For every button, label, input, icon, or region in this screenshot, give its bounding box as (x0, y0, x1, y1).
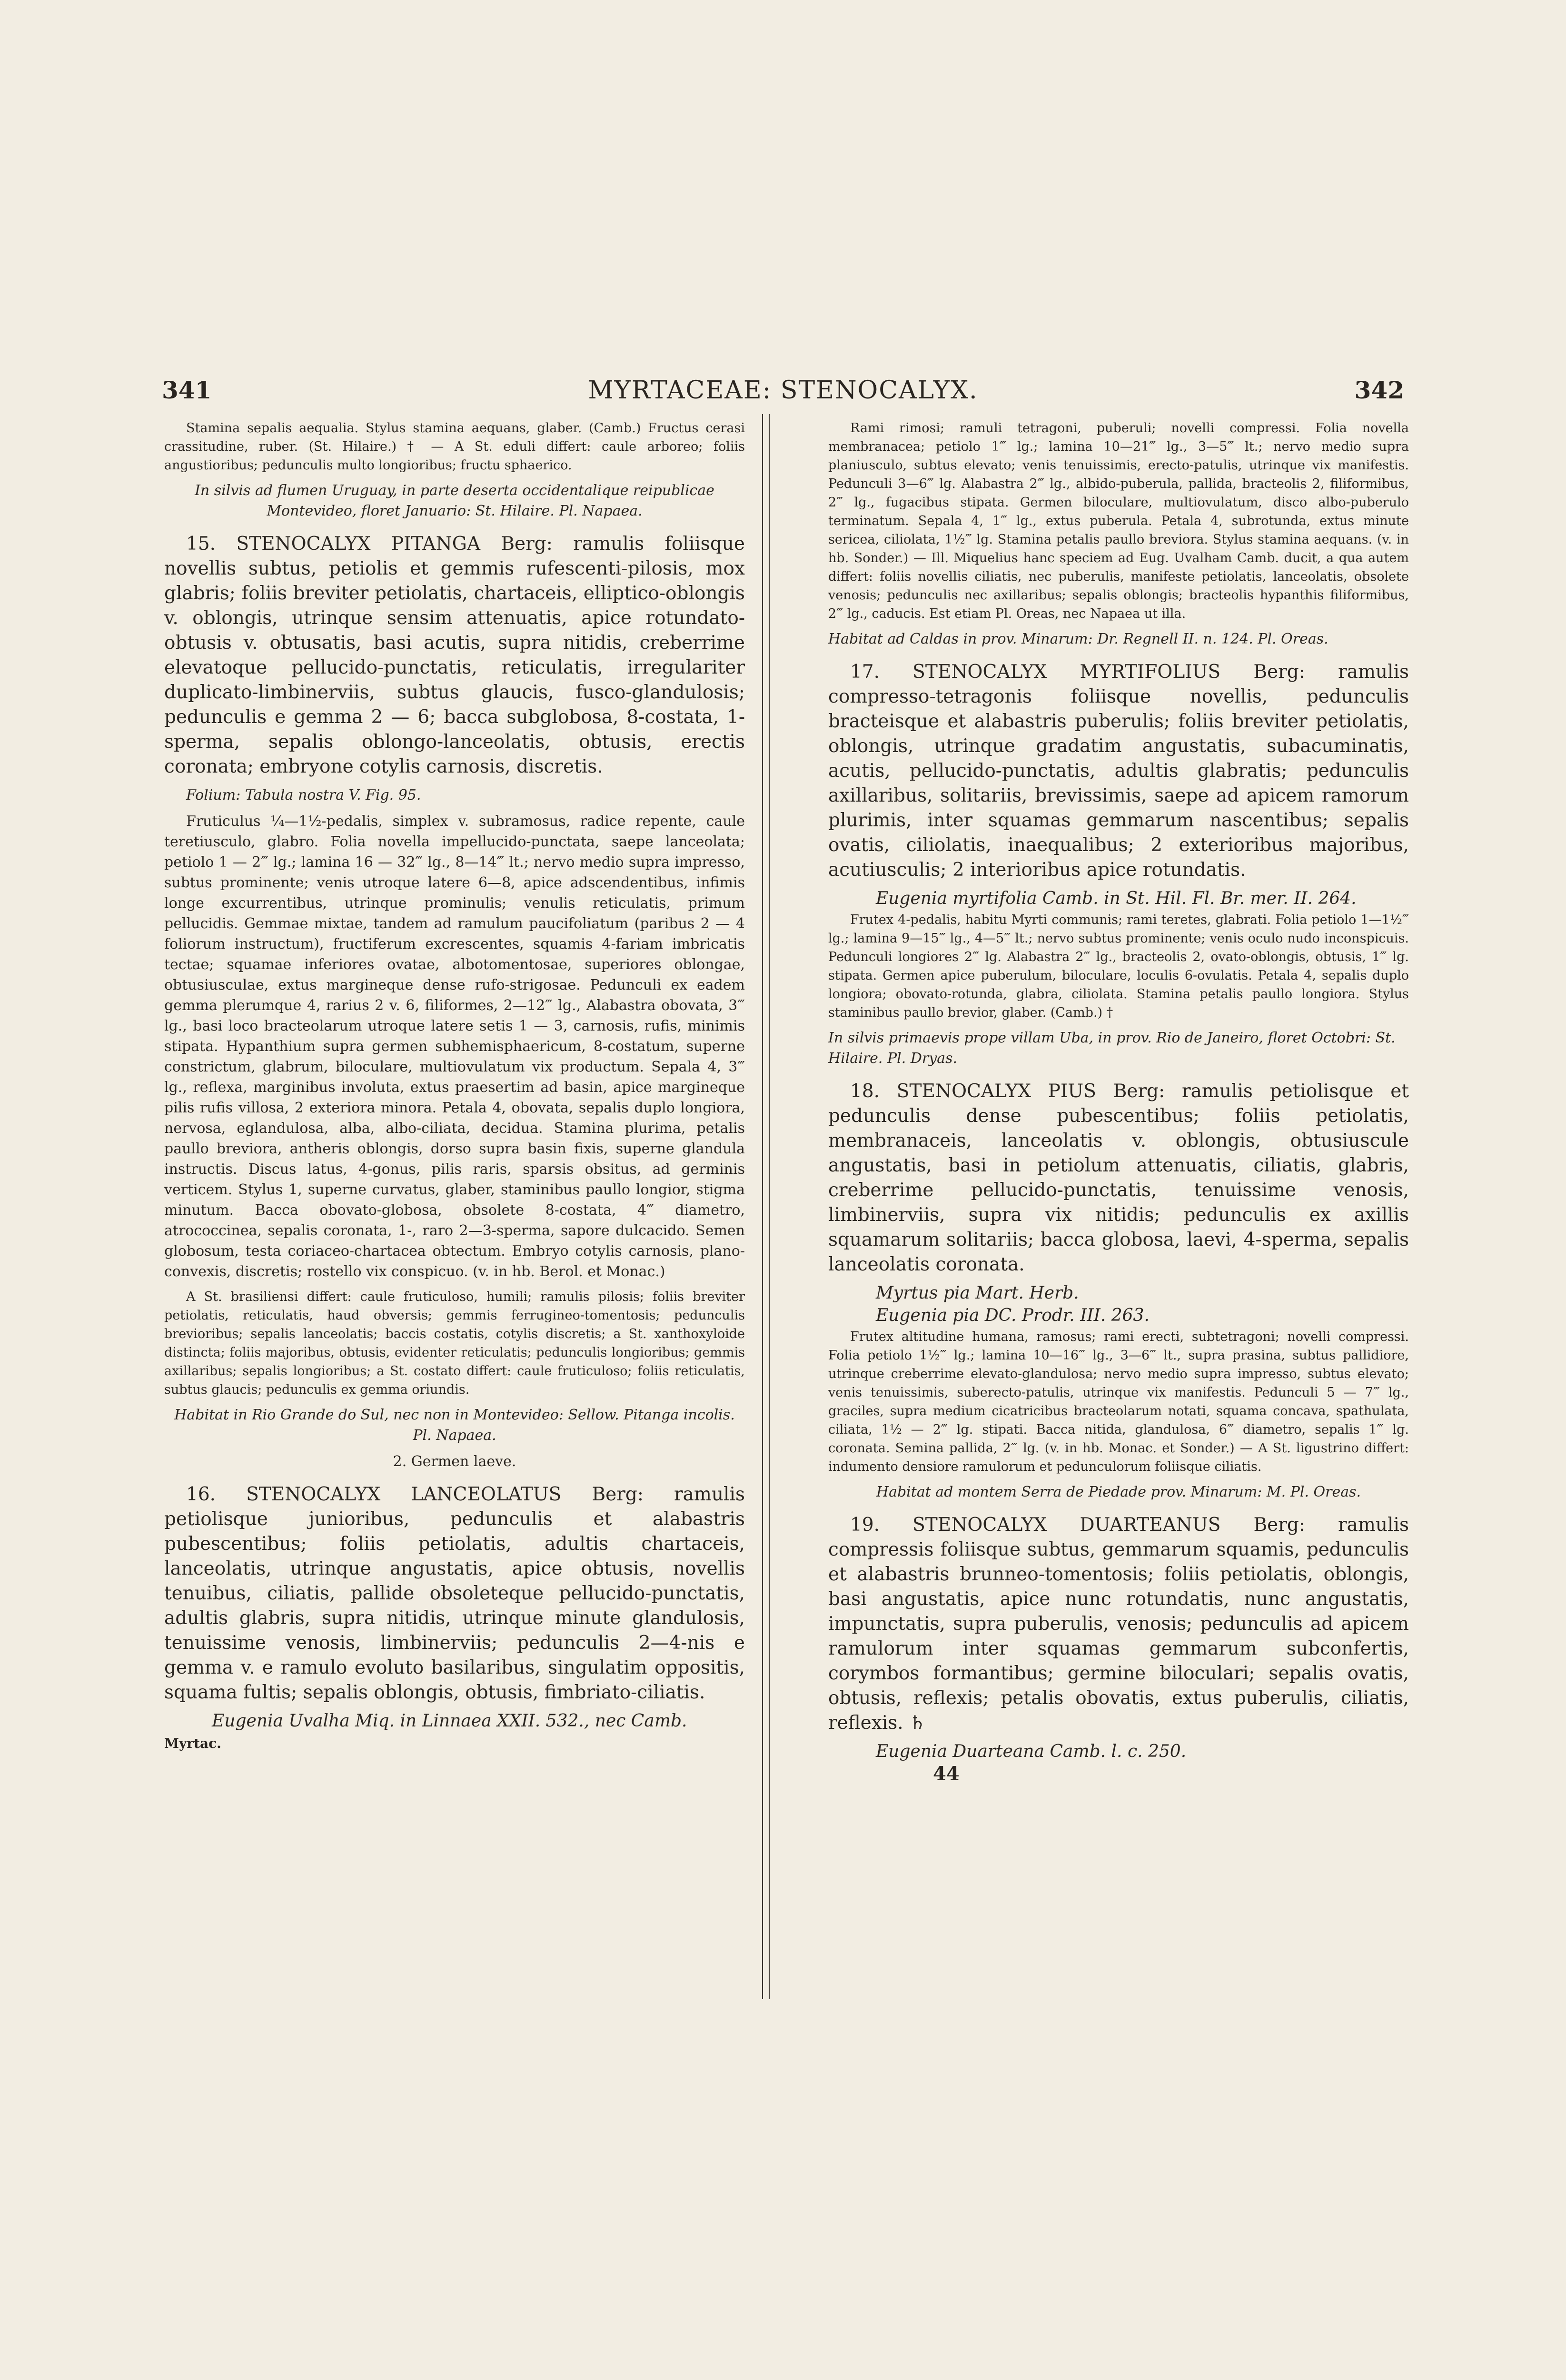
synonym: Eugenia myrtifolia Camb. in St. Hil. Fl. Br. mer. II. 264. (876, 889, 1357, 908)
synonym: Eugenia Uvalha Miq. in Linnaea XXII. 532., nec Camb. (212, 1711, 687, 1731)
species-18-diagnosis: 18. STENOCALYX PIUS Berg: ramulis petiolisque et pedunculis dense pubescentibus; foliis petiolatis, membranaceis, lanceolatis v. oblongis, obtusiuscule angustatis, basi in petiolum attenuatis, ciliatis, glabris, creberrime pellucido-punctatis, tenuissime venosis, limbinerviis, supra vix nitidis; pedunculis ex axillis squamarum solitariis; bacca globosa, laevi, 4-sperma, sepalis lanceolatis coronata. (828, 1081, 1409, 1275)
species-15-diagnosis: 15. STENOCALYX PITANGA Berg: ramulis foliisque novellis subtus, petiolis et gemmis rufescenti-pilosis, mox glabris; foliis breviter petiolatis, chartaceis, elliptico-oblongis v. oblongis, utrinque sensim attenuatis, apice rotundato-obtusis v. obtusatis, basi acutis, supra nitidis, creberrime elevatoque pellucido-punctatis, reticulatis, irregulariter duplicato-limbinerviis, subtus glaucis, fusco-glandulosis; pedunculis e gemma 2 — 6; bacca subglobosa, 8-costata, 1-sperma, sepalis oblongo-lanceolatis, obtusis, erectis coronata; embryone cotylis carnosis, discretis. (164, 533, 745, 777)
habitat-note: In silvis primaevis prope villam Uba, in prov. Rio de Janeiro, floret Octobri: St. Hilaire. Pl. Dryas. (828, 1030, 1396, 1067)
left-column (164, 419, 745, 1759)
column-divider (762, 414, 770, 1999)
habitat-note: Habitat in Rio Grande do Sul, nec non in Montevideo: Sellow. Pitanga incolis. Pl. Napaea. (174, 1407, 735, 1444)
synonym: Myrtus pia Mart. Herb. (876, 1283, 1079, 1303)
catchword: Myrtac. (164, 1735, 221, 1751)
paragraph: Rami rimosi; ramuli tetragoni, puberuli; novelli compressi. Folia novella membranacea; petiolo 1‴ lg.; lamina 10—21‴ lg., 3—5‴ lt.; nervo medio supra planiusculo, subtus elevato; venis tenuissimis, erecto-patulis, utrinque vix manifestis. Pedunculi 3—6‴ lg. Alabastra 2‴ lg., albido-puberula, pallida, bracteolis 2, filiformibus, 2‴ lg., fugacibus stipata. Germen biloculare, multiovulatum, disco albo-puberulo terminatum. Sepala 4, 1‴ lg., extus puberula. Petala 4, subrotunda, extus minute sericea, ciliolata, 1½‴ lg. Stamina petalis paullo breviora. Stylus stamina aequans. (v. in hb. Sonder.) — Ill. Miquelius hanc speciem ad Eug. Uvalham Camb. ducit, a qua autem differt: foliis novellis ciliatis, nec puberulis, manifeste petiolatis, lanceolatis, obsolete venosis; pedunculis nec axillaribus; sepalis oblongis; bracteolis hypanthis filiformibus, 2‴ lg., caducis. Est etiam Pl. Oreas, nec Napaea ut illa. (828, 421, 1409, 621)
habitat-note: Habitat ad montem Serra de Piedade prov. Minarum: M. Pl. Oreas. (876, 1484, 1361, 1500)
page-number-right: 342 (1354, 376, 1404, 404)
page-number-left: 341 (162, 376, 212, 404)
species-15-description: Fruticulus ¼—1½-pedalis, simplex v. subramosus, radice repente, caule teretiusculo, glabro. Folia novella impellucido-punctata, saepe lanceolata; petiolo 1 — 2‴ lg.; lamina 16 — 32‴ lg., 8—14‴ lt.; nervo medio supra impresso, subtus prominente; venis utroque latere 6—8, apice adscendentibus, infimis longe excurrentibus, utrinque prominulis; venulis reticulatis, primum pellucidis. Gemmae mixtae, tandem ad ramulum paucifoliatum (paribus 2 — 4 foliorum instructum), fructiferum excrescentes, squamis 4-fariam imbricatis tectae; squamae inferiores ovatae, albotomentosae, superiores oblongae, obtusiusculae, extus margineque dense rufo-strigosae. Pedunculi ex eadem gemma plerumque 4, rarius 2 v. 6, filiformes, 2—12‴ lg., Alabastra obovata, 3‴ lg., basi loco bracteolarum utroque latere setis 1 — 3, carnosis, rufis, minimis stipata. Hypanthium supra germen subhemisphaericum, 8-costatum, superne constrictum, glabrum, biloculare, multiovulatum vix productum. Sepala 4, 3‴ lg., reflexa, marginibus involuta, extus praesertim ad basin, apice margineque pilis rufis villosa, 2 exteriora minora. Petala 4, obovata, sepalis duplo longiora, nervosa, eglandulosa, alba, albo-ciliata, decidua. Stamina plurima, petalis paullo breviora, antheris oblongis, dorso supra basin fixis, superne glandula instructis. Discus latus, 4-gonus, pilis raris, sparsis obsitus, ad germinis verticem. Stylus 1, superne curvatus, glaber, staminibus paullo longior, stigma minutum. Bacca obovato-globosa, obsolete 8-costata, 4‴ diametro, atrococcinea, sepalis coronata, 1-, raro 2—3-sperma, sapore dulcacido. Semen globosum, testa coriaceo-chartacea obtectum. Embryo cotylis carnosis, plano-convexis, discretis; rostello vix conspicuo. (v. in hb. Berol. et Monac.) (164, 813, 745, 1280)
species-18-description: Frutex altitudine humana, ramosus; rami erecti, subtetragoni; novelli compressi. Folia petiolo 1½‴ lg.; lamina 10—16‴ lg., 3—6‴ lt., supra prasina, subtus pallidiore, utrinque creberrime elevato-glandulosa; nervo medio supra impresso, subtus elevato; venis tenuissimis, suberecto-patulis, utrinque vix manifestis. Pedunculi 5 — 7‴ lg., graciles, supra medium cicatricibus bracteolarum notati, squama concava, spathulata, ciliata, 1½ — 2‴ lg. stipati. Bacca nitida, glandulosa, 6‴ diametro, sepalis 1‴ lg. coronata. Semina pallida, 2‴ lg. (v. in hb. Monac. et Sonder.) — A St. ligustrino differt: indumento densiore ramulorum et pedunculorum foliisque ciliatis. (828, 1329, 1409, 1474)
sheet-signature: 44 (933, 1763, 960, 1785)
species-15-note: A St. brasiliensi differt: caule fruticuloso, humili; ramulis pilosis; foliis breviter petiolatis, reticulatis, haud obversis; gemmis ferrugineo-tomentosis; pedunculis brevioribus; sepalis lanceolatis; baccis costatis, cotylis discretis; a St. xanthoxyloide distincta; foliis majoribus, obtusis, evidenter reticulatis; pedunculis longioribus; gemmis axillaribus; sepalis longioribus; a St. costato differt: caule fruticuloso; foliis reticulatis, subtus glaucis; pedunculis ex gemma oriundis. (164, 1289, 745, 1397)
species-16-diagnosis: 16. STENOCALYX LANCEOLATUS Berg: ramulis petiolisque junioribus, pedunculis et alabastris pubescentibus; foliis petiolatis, adultis chartaceis, lanceolatis, utrinque angustatis, apice obtusis, novellis tenuibus, ciliatis, pallide obsoleteque pellucido-punctatis, adultis glabris, supra nitidis, utrinque minute glandulosis, tenuissime venosis, limbinerviis; pedunculis 2—4-nis e gemma v. e ramulo evoluto basilaribus, singulatim oppositis, squama fultis; sepalis oblongis, obtusis, fimbriato-ciliatis. (164, 1484, 745, 1703)
running-title: MYRTACEAE: STENOCALYX. (588, 376, 978, 405)
habitat-note: In silvis ad flumen Uruguay, in parte deserta occidentalique reipublicae Montevideo, floret Januario: St. Hilaire. Pl. Napaea. (195, 482, 714, 519)
synonym: Eugenia pia DC. Prodr. III. 263. (876, 1306, 1150, 1325)
species-17-description: Frutex 4-pedalis, habitu Myrti communis; rami teretes, glabrati. Folia petiolo 1—1½‴ lg.; lamina 9—15‴ lg., 4—5‴ lt.; nervo subtus prominente; venis oculo nudo inconspicuis. Pedunculi longiores 2‴ lg. Alabastra 2‴ lg., bracteolis 2, ovato-oblongis, obtusis, 1‴ lg. stipata. Germen apice puberulum, biloculare, loculis 6-ovulatis. Petala 4, sepalis duplo longiora; obovato-rotunda, glabra, ciliolata. Stamina petalis paullo longiora. Stylus staminibus paullo brevior, glaber. (Camb.) † (828, 912, 1409, 1020)
habitat-note: Habitat ad Caldas in prov. Minarum: Dr. Regnell II. n. 124. Pl. Oreas. (828, 631, 1328, 647)
figure-reference: Folium: Tabula nostra V. Fig. 95. (186, 787, 421, 803)
right-column (828, 419, 1409, 1790)
synonym: Eugenia Duarteana Camb. l. c. 250. (876, 1742, 1187, 1761)
paragraph: Stamina sepalis aequalia. Stylus stamina aequans, glaber. (Camb.) Fructus cerasi crassitudine, ruber. (St. Hilaire.) † — A St. eduli differt: caule arboreo; foliis angustioribus; pedunculis multo longioribus; fructu sphaerico. (164, 421, 745, 473)
species-19-diagnosis: 19. STENOCALYX DUARTEANUS Berg: ramulis compressis foliisque subtus, gemmarum squamis, pedunculis et alabastris brunneo-tomentosis; foliis petiolatis, oblongis, basi angustatis, apice nunc rotundatis, nunc angustatis, impunctatis, supra puberulis, venosis; pedunculis ad apicem ramulorum inter squamas gemmarum subconfertis, corymbos formantibus; germine biloculari; sepalis ovatis, obtusis, reflexis; petalis obovatis, extus puberulis, ciliatis, reflexis. ♄ (828, 1514, 1409, 1734)
section-heading: 2. Germen laeve. (393, 1453, 516, 1470)
species-17-diagnosis: 17. STENOCALYX MYRTIFOLIUS Berg: ramulis compresso-tetragonis foliisque novellis, pedunculis bracteisque et alabastris puberulis; foliis breviter petiolatis, oblongis, utrinque gradatim angustatis, subacuminatis, acutis, pellucido-punctatis, adultis glabratis; pedunculis axillaribus, solitariis, brevissimis, saepe ad apicem ramorum plurimis, inter squamas gemmarum nascentibus; sepalis ovatis, ciliolatis, inaequalibus; 2 exterioribus majoribus, acutiusculis; 2 interioribus apice rotundatis. (828, 661, 1409, 881)
page-header (162, 376, 1404, 409)
